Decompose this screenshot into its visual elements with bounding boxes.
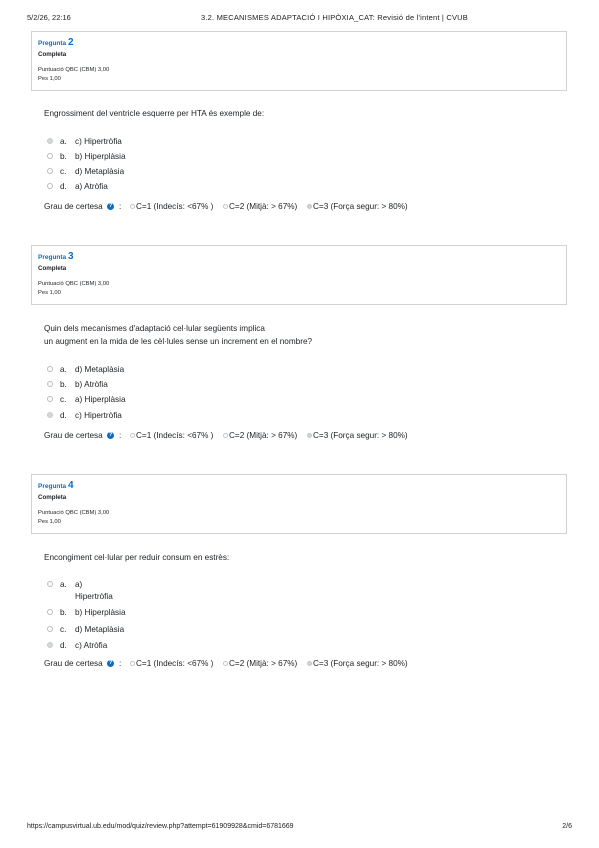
question-weight: Pes 1,00 <box>38 290 61 296</box>
question-number: Pregunta 3 <box>38 251 74 262</box>
question-text: Engrossiment del ventricle esquerre per HTA és exemple de: <box>44 109 265 118</box>
radio-button[interactable] <box>47 183 53 189</box>
print-title: 3.2. MECANISMES ADAPTACIÓ I HIPÒXIA_CAT: Revisió de l'intent | CVUB <box>201 13 468 22</box>
question-info-box <box>31 31 567 91</box>
question-circle-icon[interactable]: ? <box>108 203 113 209</box>
question-number: Pregunta 2 <box>38 37 74 48</box>
question-number: Pregunta 4 <box>38 480 74 491</box>
radio-button[interactable] <box>47 626 53 632</box>
radio-button[interactable] <box>223 204 228 209</box>
radio-button[interactable] <box>47 138 53 144</box>
question-state: Completa <box>38 494 67 501</box>
question-grade: Puntuació QBC (CBM) 3,00 <box>38 510 110 516</box>
question-text: Encongiment cel·lular per reduir consum en estrès: <box>44 553 230 562</box>
certainty-label: Grau de certesa <box>44 659 103 668</box>
page-number: 2/6 <box>562 823 572 830</box>
radio-button[interactable] <box>307 433 312 438</box>
question-info-box <box>31 245 567 305</box>
print-header <box>27 13 572 25</box>
question-circle-icon[interactable]: ? <box>108 432 113 438</box>
radio-button[interactable] <box>47 642 53 648</box>
question-text: Quin dels mecanismes d'adaptació cel·lular següents implica un augment en la mida de les cèl·lules sense un increment en el nombre? <box>44 324 313 346</box>
radio-button[interactable] <box>130 204 135 209</box>
radio-button[interactable] <box>47 168 53 174</box>
radio-button[interactable] <box>47 153 53 159</box>
question-grade: Puntuació QBC (CBM) 3,00 <box>38 281 110 287</box>
question-circle-icon[interactable]: ? <box>108 660 113 666</box>
radio-button[interactable] <box>47 412 53 418</box>
radio-button[interactable] <box>47 396 53 402</box>
radio-button[interactable] <box>307 661 312 666</box>
radio-button[interactable] <box>47 381 53 387</box>
radio-button[interactable] <box>47 581 53 587</box>
question-state: Completa <box>38 51 67 58</box>
question-grade: Puntuació QBC (CBM) 3,00 <box>38 67 110 73</box>
certainty-label: Grau de certesa <box>44 431 103 440</box>
radio-button[interactable] <box>223 433 228 438</box>
radio-button[interactable] <box>307 204 312 209</box>
radio-button[interactable] <box>223 661 228 666</box>
question-state: Completa <box>38 265 67 272</box>
question-info-box <box>31 474 567 534</box>
radio-button[interactable] <box>47 609 53 615</box>
print-date: 5/2/26, 22:16 <box>27 13 71 22</box>
page-url: https://campusvirtual.ub.edu/mod/quiz/review.php?attempt=61909928&cmid=6781669 <box>27 823 294 830</box>
radio-button[interactable] <box>130 661 135 666</box>
radio-button[interactable] <box>47 366 53 372</box>
question-weight: Pes 1,00 <box>38 519 61 525</box>
radio-button[interactable] <box>130 433 135 438</box>
certainty-label: Grau de certesa <box>44 202 103 211</box>
question-weight: Pes 1,00 <box>38 76 61 82</box>
